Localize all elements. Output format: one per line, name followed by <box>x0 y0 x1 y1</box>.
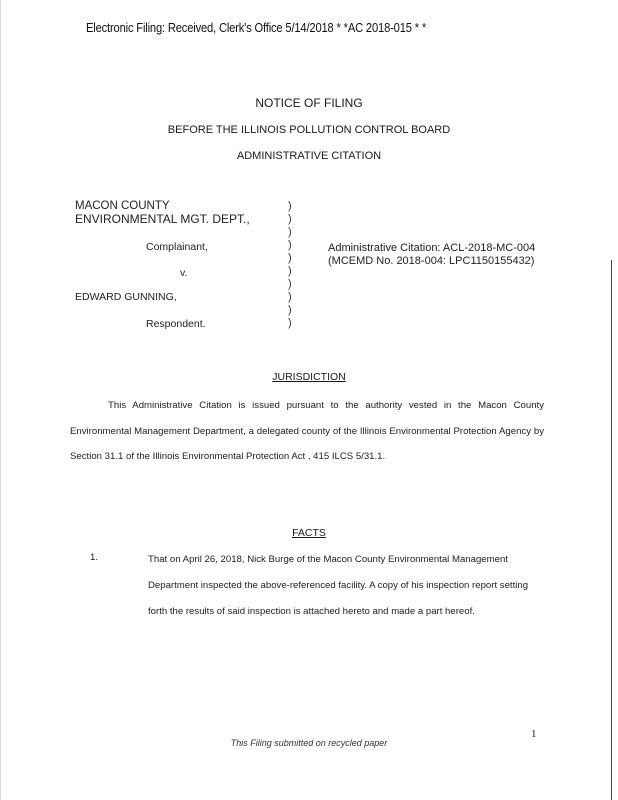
filing-stamp: Electronic Filing: Received, Clerk's Office 5/14/2018 * *AC 2018-015 * * <box>86 20 427 35</box>
caption-paren: ) <box>288 291 292 303</box>
complainant-name-line2: ENVIRONMENTAL MGT. DEPT., <box>75 212 250 226</box>
caption-paren: ) <box>288 265 292 277</box>
recycled-paper-note: This Filing submitted on recycled paper <box>230 738 388 748</box>
jurisdiction-paragraph: This Administrative Citation is issued pursuant to the authority vested in the Macon County Environmental Management Department, a delegated county of the Illinois Environmental Protection Agency by Section 31.1 of the Illinois Environmental Protection Act , 415 ILCS 5/31.1. <box>70 400 544 462</box>
caption-paren: ) <box>288 317 292 329</box>
caption-paren: ) <box>288 239 292 251</box>
fact-text: That on April 26, 2018, Nick Burge of the Macon County Environmental Management Department inspected the above-referenced facility. A copy of his inspection report setting forth the results of said inspection is attached hereto and made a part hereof. <box>148 554 529 617</box>
complainant-label: Complainant, <box>146 241 208 253</box>
page-edge-left <box>0 0 1 800</box>
respondent-name: EDWARD GUNNING, <box>75 291 177 303</box>
caption-paren: ) <box>288 304 292 316</box>
caption-paren: ) <box>288 200 292 212</box>
jurisdiction-heading: JURISDICTION <box>272 371 346 383</box>
versus: v. <box>180 267 188 279</box>
mcemd-number: (MCEMD No. 2018-004: LPC1150155432) <box>328 255 535 267</box>
citation-number: Administrative Citation: ACL-2018-MC-004 <box>328 242 536 254</box>
caption-paren: ) <box>288 213 292 225</box>
complainant-name-line1: MACON COUNTY <box>75 200 170 212</box>
page-number: 1 <box>531 728 537 740</box>
caption-paren: ) <box>288 252 292 264</box>
board-name: BEFORE THE ILLINOIS POLLUTION CONTROL BOARD <box>167 124 451 136</box>
facts-heading: FACTS <box>292 527 326 539</box>
respondent-label: Respondent. <box>146 318 206 330</box>
caption-paren: ) <box>288 278 292 290</box>
citation-type: ADMINISTRATIVE CITATION <box>236 150 382 162</box>
caption-paren: ) <box>288 226 292 238</box>
notice-title: NOTICE OF FILING <box>255 96 363 110</box>
fact-number: 1. <box>90 552 99 563</box>
